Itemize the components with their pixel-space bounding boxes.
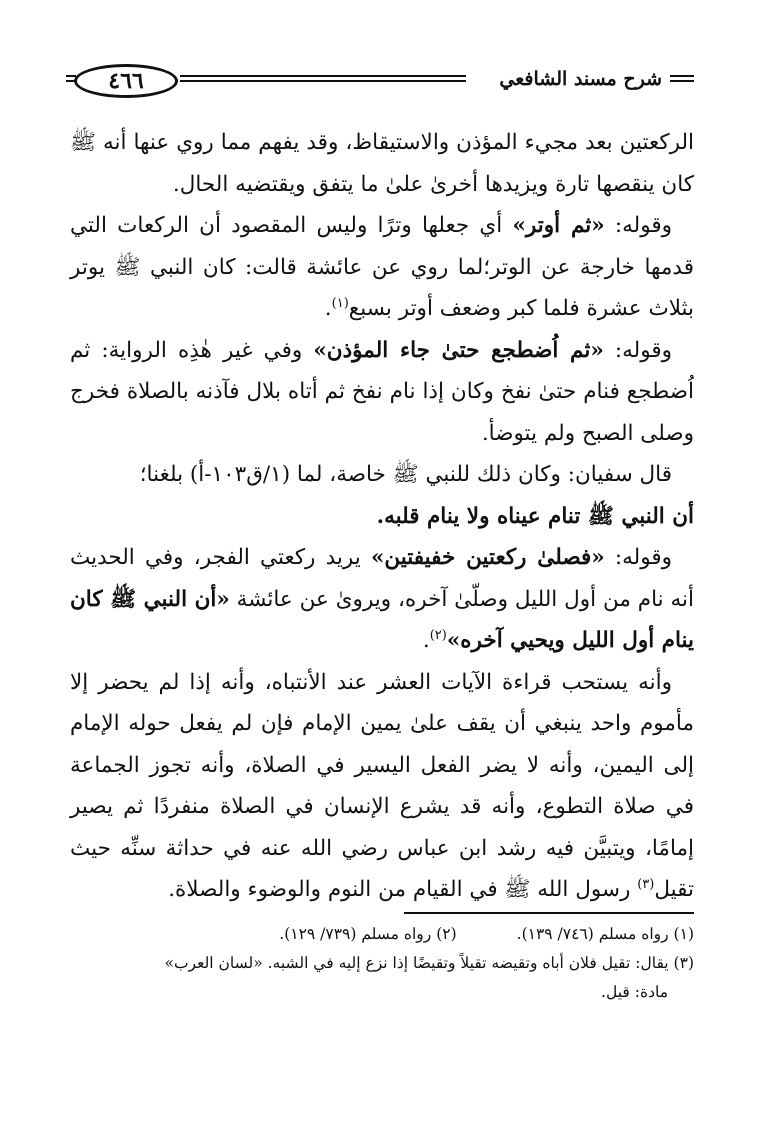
- paragraph-4-text: قال سفيان: وكان ذلك للنبي ﷺ خاصة، لما (١/ق١٠٣-أ) بلغنا؛: [139, 462, 672, 487]
- quoted-phrase-awtar: «ثم أوتر»: [512, 213, 605, 238]
- hadith-phrase-sleep: أن النبي ﷺ تنام عيناه ولا ينام قلبه.: [376, 503, 694, 529]
- paragraph-6-text: وأنه يستحب قراءة الآيات العشر عند الأنتباه، وأنه إذا لم يحضر إلا مأموم واحد ينبغي أن يقف علىٰ يمين الإمام فإن لم يفعل حوله الإمام إلى اليمين، وأنه لا يضر الفعل اليسير في الصلاة، وأنه تجوز الجماعة في صلاة التطوع، وأنه قد يشرع الإنسان في الصلاة منفردًا ثم يصير إمامًا، ويتبيَّن فيه رشد ابن عباس رضي الله عنه في حداثة سنِّه حيث تقيل: [70, 669, 694, 902]
- footnote-ref-3: (٣): [637, 876, 655, 892]
- header-rule-middle: [180, 75, 466, 82]
- paragraph-5-text: يريد ركعتي الفجر، وفي الحديث أنه نام من أول الليل وصلّىٰ آخره، ويروىٰ عن عائشة: [70, 545, 694, 612]
- paragraph-3-lead: وقوله:: [603, 337, 672, 363]
- footnote-3-line-1: (٣) يقال: تقيل فلان أباه وتقيضه تقيلاً وتقيضًا إذا نزع إليه في الشبه. «لسان العرب»: [164, 954, 694, 972]
- header-rule-left: [66, 75, 76, 82]
- paragraph-3: [70, 330, 694, 455]
- main-text: [70, 122, 694, 911]
- running-title: [499, 68, 662, 90]
- paragraph-5: [70, 537, 694, 662]
- paragraph-4: [70, 454, 694, 496]
- footnote-separator: [404, 912, 694, 914]
- book-title-text: شرح مسند الشافعي: [499, 68, 662, 90]
- page-header: [66, 58, 694, 106]
- footnote-3-line-2: مادة: قيل.: [601, 983, 668, 1001]
- paragraph-1-text: الركعتين بعد مجيء المؤذن والاستيقاظ، وقد يفهم مما روي عنها أنه ﷺ كان ينقصها تارة ويزيدها أخرىٰ علىٰ ما يتفق ويقتضيه الحال.: [70, 130, 694, 197]
- footnote-2: (٢) رواه مسلم (٧٣٩/ ١٢٩).: [279, 925, 457, 943]
- paragraph-1: [70, 122, 694, 205]
- quoted-phrase-rakatayn: «فصلىٰ ركعتين خفيفتين»: [370, 545, 605, 570]
- paragraph-2-end: .: [324, 296, 332, 321]
- paragraph-3-text: وفي غير هٰذِه الرواية: ثم اُضطجع فنام حتىٰ نفخ وكان إذا نام نفخ ثم أتاه بلال فآذنه بالصلاة فخرج وصلى الصبح ولم يتوضأ.: [70, 337, 694, 446]
- quoted-phrase-idtaja: «ثم اُضطجع حتىٰ جاء المؤذن»: [313, 337, 604, 363]
- footnote-ref-2: (٢): [429, 627, 447, 643]
- footnotes-row-1: [70, 920, 694, 949]
- paragraph-2-text: أي جعلها وترًا وليس المقصود أن الركعات التي قدمها خارجة عن الوتر؛لما روي عن عائشة قالت: كان النبي ﷺ يوتر بثلاث عشرة فلما كبر وضعف أوتر بسبع: [70, 213, 694, 321]
- footnote-ref-1: (١): [331, 295, 349, 311]
- page-number: ٤٦٦: [108, 68, 144, 94]
- paragraph-2-lead: وقوله:: [604, 213, 672, 238]
- paragraph-5-lead: وقوله:: [604, 545, 672, 570]
- hadith-phrase-night: «أن النبي ﷺ كان ينام أول الليل ويحيي آخره»: [70, 586, 694, 653]
- paragraph-2: [70, 205, 694, 330]
- header-rule-far-right: [670, 75, 694, 82]
- paragraph-6: [70, 662, 694, 911]
- paragraph-4-bold: [70, 496, 694, 538]
- footnote-3: [70, 949, 694, 1007]
- paragraph-5-end: .: [422, 628, 430, 653]
- page-number-oval: [74, 64, 178, 98]
- footnotes: [70, 920, 694, 1007]
- paragraph-6-end: رسول الله ﷺ في القيام من النوم والوضوء والصلاة.: [168, 877, 638, 902]
- footnote-1: (١) رواه مسلم (٧٤٦/ ١٣٩).: [516, 925, 694, 943]
